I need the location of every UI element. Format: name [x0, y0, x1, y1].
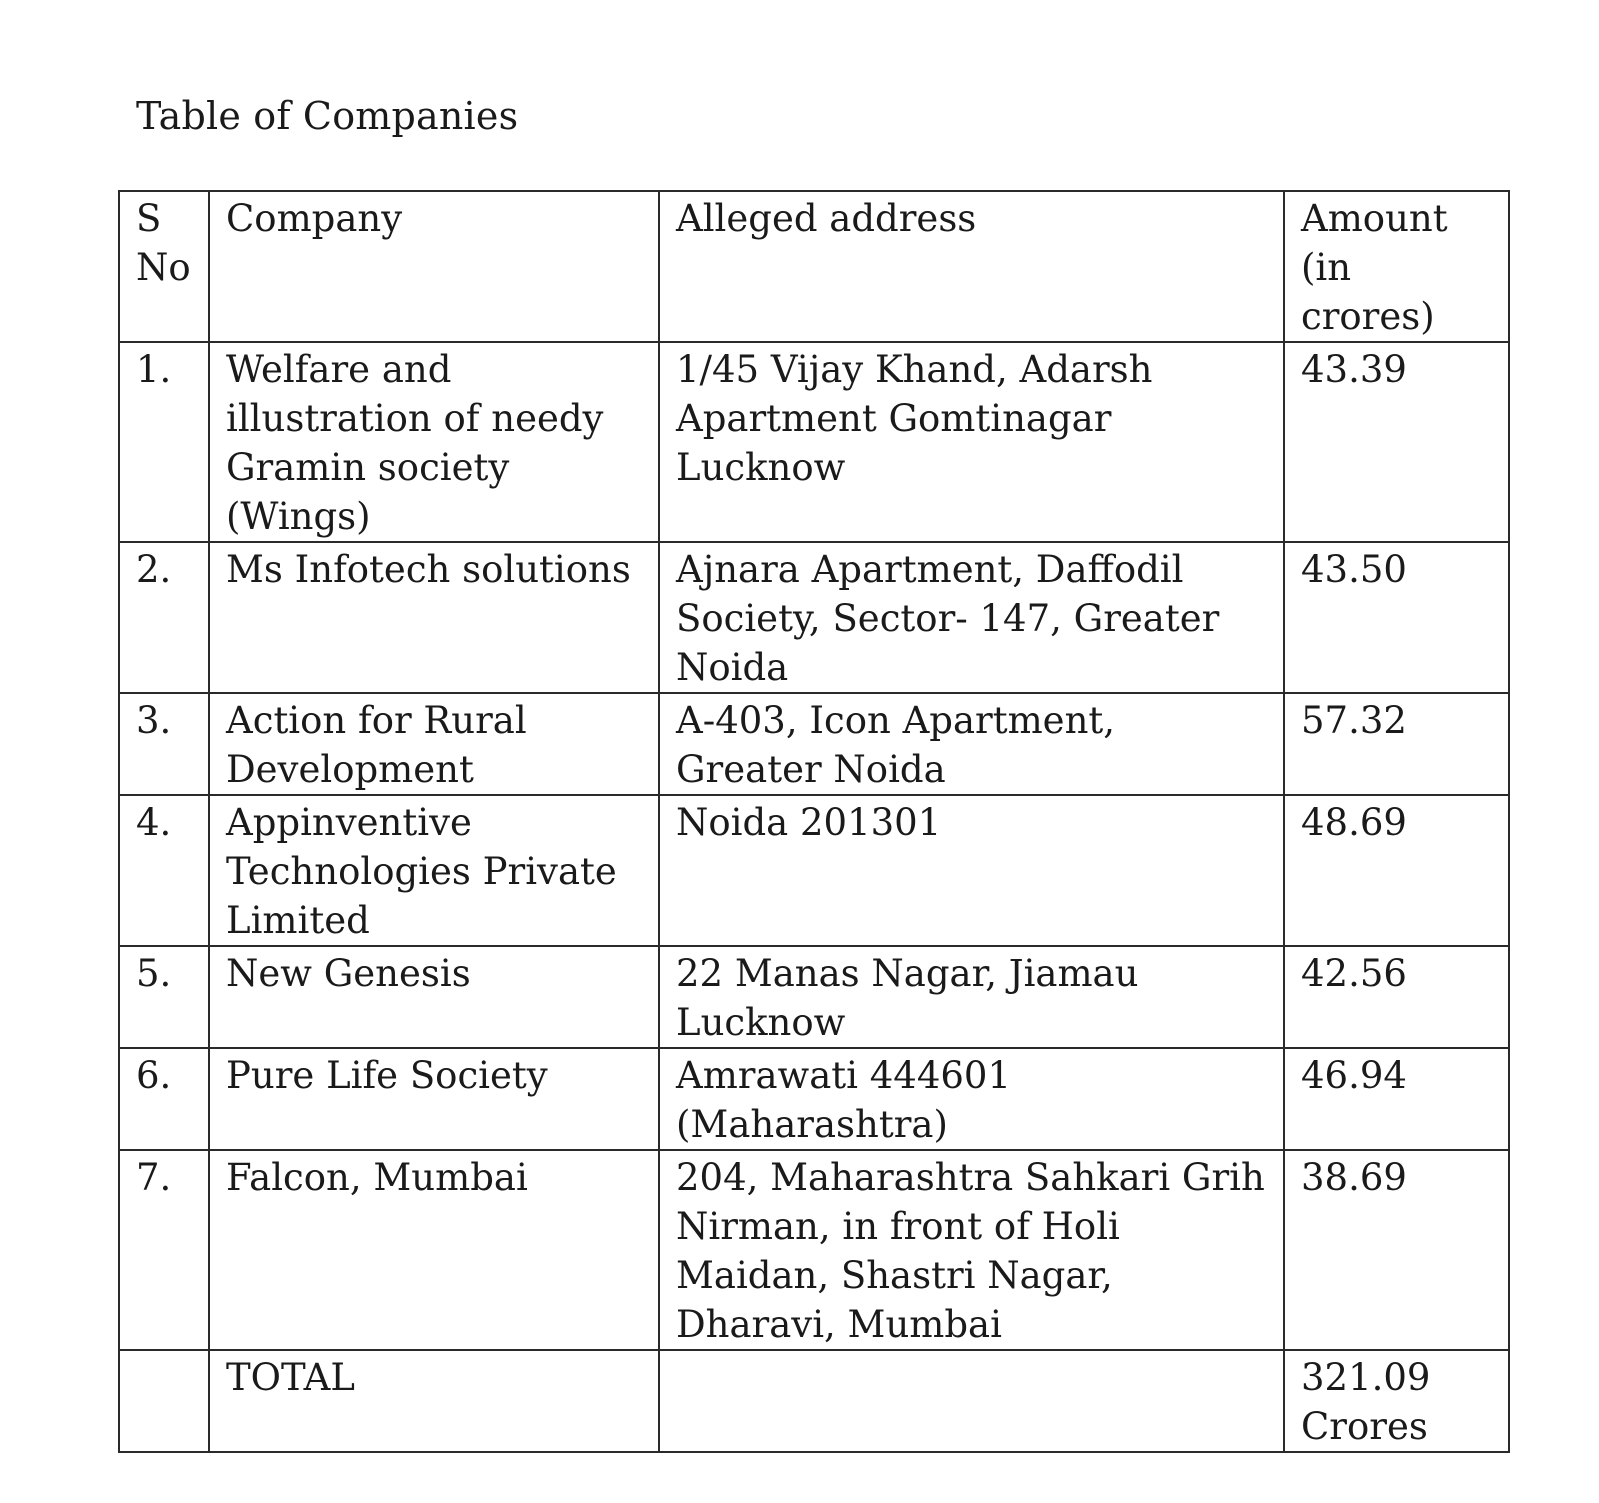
- cell-amount: 48.69: [1284, 795, 1509, 946]
- cell-address: A-403, Icon Apartment, Greater Noida: [659, 693, 1284, 795]
- table-total-row: [119, 1350, 1509, 1452]
- total-address: [659, 1350, 1284, 1452]
- cell-company: Appinventive Technologies Private Limited: [209, 795, 659, 946]
- table-row: [119, 542, 1509, 693]
- cell-company: Ms Infotech solutions: [209, 542, 659, 693]
- cell-company: Falcon, Mumbai: [209, 1150, 659, 1350]
- cell-amount: 43.39: [1284, 342, 1509, 542]
- cell-address: 22 Manas Nagar, Jiamau Lucknow: [659, 946, 1284, 1048]
- header-company: Company: [209, 191, 659, 342]
- header-sno: S No: [119, 191, 209, 342]
- total-label: TOTAL: [209, 1350, 659, 1452]
- cell-address: Noida 201301: [659, 795, 1284, 946]
- cell-amount: 46.94: [1284, 1048, 1509, 1150]
- cell-amount: 43.50: [1284, 542, 1509, 693]
- cell-company: New Genesis: [209, 946, 659, 1048]
- cell-sno: 7.: [119, 1150, 209, 1350]
- table-row: [119, 1150, 1509, 1350]
- cell-amount: 38.69: [1284, 1150, 1509, 1350]
- table-row: [119, 342, 1509, 542]
- cell-company: Action for Rural Development: [209, 693, 659, 795]
- table-row: [119, 1048, 1509, 1150]
- cell-sno: 6.: [119, 1048, 209, 1150]
- cell-address: Amrawati 444601 (Maharashtra): [659, 1048, 1284, 1150]
- table-row: [119, 946, 1509, 1048]
- companies-table: [118, 190, 1510, 1453]
- cell-amount: 57.32: [1284, 693, 1509, 795]
- cell-address: 1/45 Vijay Khand, Adarsh Apartment Gomtinagar Lucknow: [659, 342, 1284, 542]
- cell-company: Welfare and illustration of needy Gramin society (Wings): [209, 342, 659, 542]
- table-row: [119, 795, 1509, 946]
- cell-address: 204, Maharashtra Sahkari Grih Nirman, in front of Holi Maidan, Shastri Nagar, Dharavi, Mumbai: [659, 1150, 1284, 1350]
- total-sno: [119, 1350, 209, 1452]
- cell-sno: 1.: [119, 342, 209, 542]
- cell-sno: 3.: [119, 693, 209, 795]
- header-amount: Amount (in crores): [1284, 191, 1509, 342]
- cell-sno: 5.: [119, 946, 209, 1048]
- cell-address: Ajnara Apartment, Daffodil Society, Sector- 147, Greater Noida: [659, 542, 1284, 693]
- table-row: [119, 693, 1509, 795]
- cell-sno: 4.: [119, 795, 209, 946]
- table-header-row: [119, 191, 1509, 342]
- header-address: Alleged address: [659, 191, 1284, 342]
- cell-amount: 42.56: [1284, 946, 1509, 1048]
- cell-sno: 2.: [119, 542, 209, 693]
- cell-company: Pure Life Society: [209, 1048, 659, 1150]
- page-title: Table of Companies: [136, 94, 519, 138]
- total-amount: 321.09 Crores: [1284, 1350, 1509, 1452]
